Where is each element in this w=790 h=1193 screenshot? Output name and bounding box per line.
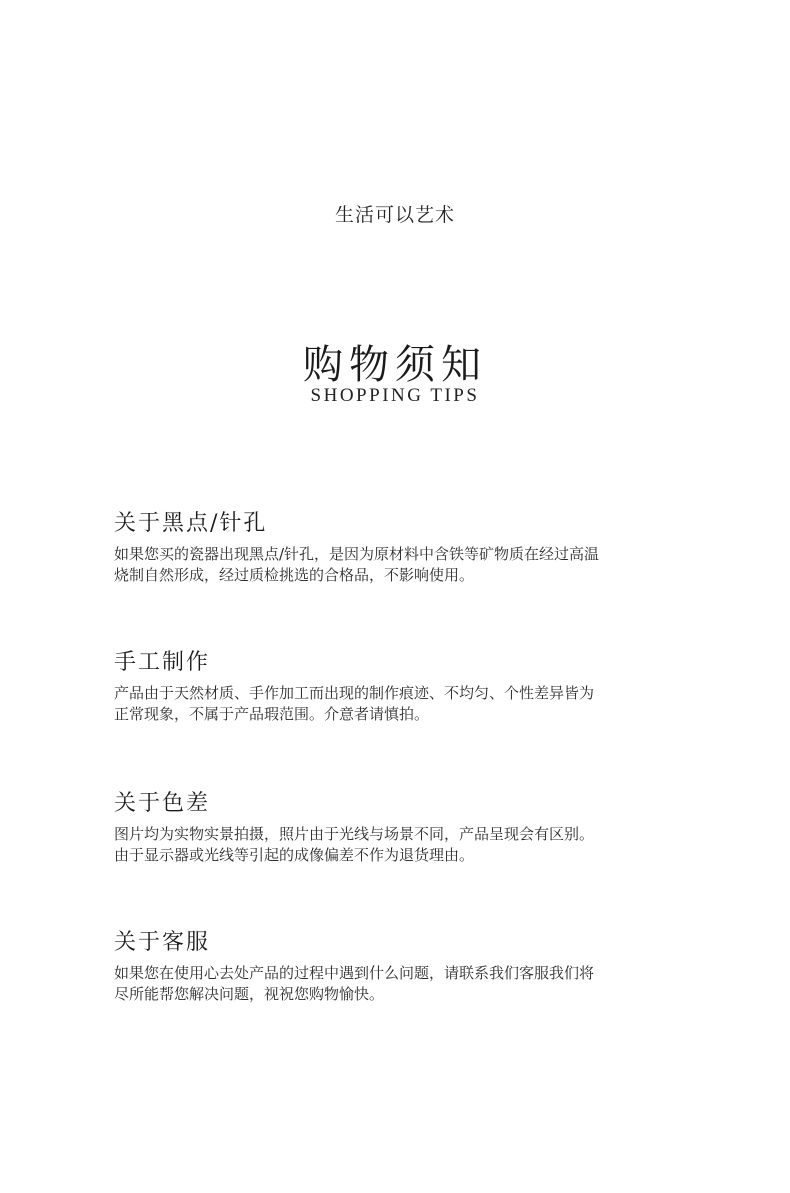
section-color-difference [114, 790, 684, 866]
section-black-spots [114, 510, 684, 586]
section-body [114, 544, 684, 586]
section-body-line: 烧制自然形成，经过质检挑选的合格品，不影响使用。 [114, 566, 475, 584]
section-body [114, 683, 684, 725]
page-title: 购物须知 [303, 342, 487, 388]
page-subtitle: SHOPPING TIPS [310, 385, 480, 406]
section-customer-service [114, 929, 684, 1005]
section-heading: 关于客服 [114, 930, 211, 955]
tagline: 生活可以艺术 [334, 204, 455, 226]
section-heading: 关于黑点/针孔 [114, 511, 268, 536]
section-body-line: 产品由于天然材质、手作加工而出现的制作痕迹、不均匀、个性差异皆为 [114, 684, 595, 702]
section-body-line: 如果您在使用心去处产品的过程中遇到什么问题，请联系我们客服我们将 [114, 964, 595, 982]
section-body [114, 963, 684, 1005]
section-body-line: 尽所能帮您解决问题，视祝您购物愉快。 [114, 985, 385, 1003]
section-body-line: 图片均为实物实景拍摄，照片由于光线与场景不同，产品呈现会有区别。 [114, 825, 595, 843]
section-heading: 手工制作 [114, 650, 211, 675]
section-body [114, 824, 684, 866]
section-handmade [114, 649, 684, 725]
section-body-line: 如果您买的瓷器出现黑点/针孔，是因为原材料中含铁等矿物质在经过高温 [114, 545, 600, 563]
section-body-line: 由于显示器或光线等引起的成像偏差不作为退货理由。 [114, 846, 475, 864]
section-body-line: 正常现象，不属于产品瑕范围。介意者请慎拍。 [114, 705, 430, 723]
section-heading: 关于色差 [114, 791, 211, 816]
